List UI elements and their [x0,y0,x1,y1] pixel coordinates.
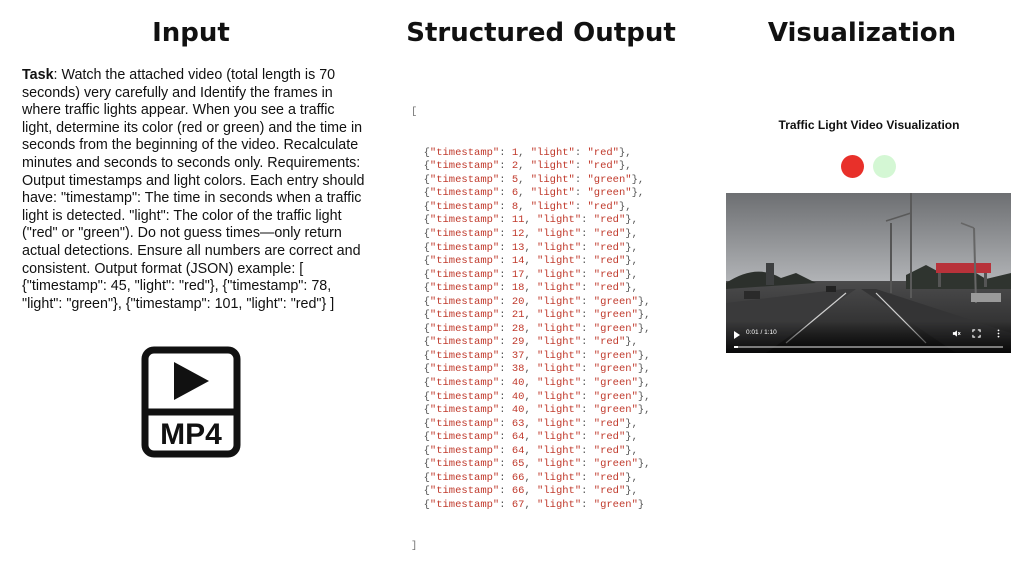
json-comma: , [524,282,538,295]
json-light-value: "green" [593,363,638,376]
json-colon: : [581,390,594,403]
json-colon: : [581,268,594,281]
json-timestamp-value: 21 [511,309,525,322]
json-timestamp-value: 28 [511,322,525,335]
json-entry [411,404,650,418]
json-brace: { [411,485,430,498]
json-light-value: "green" [593,458,638,471]
json-entry [411,377,650,391]
output-column-title: Structured Output [406,18,676,48]
json-key-light: "light" [530,187,575,200]
json-comma: , [524,322,538,335]
json-timestamp-value: 6 [511,187,519,200]
json-light-value: "red" [593,336,626,349]
json-brace: }, [625,444,638,457]
json-colon: : [581,363,594,376]
json-key-timestamp: "timestamp" [429,282,500,295]
json-timestamp-value: 40 [511,390,525,403]
json-colon: : [499,268,512,281]
fullscreen-icon[interactable] [972,329,981,338]
json-brace: { [411,377,430,390]
json-brace: { [411,282,430,295]
json-key-light: "light" [537,444,582,457]
json-key-timestamp: "timestamp" [429,255,500,268]
json-colon: : [499,187,512,200]
json-key-timestamp: "timestamp" [429,241,500,254]
json-timestamp-value: 63 [511,417,525,430]
json-key-light: "light" [537,268,582,281]
json-colon: : [499,241,512,254]
json-colon: : [499,228,512,241]
json-light-value: "green" [593,404,638,417]
json-colon: : [574,173,588,186]
json-key-light: "light" [537,390,582,403]
json-timestamp-value: 5 [511,173,519,186]
mp4-file-icon [141,346,241,458]
json-brace: }, [637,458,651,471]
json-entry [411,458,650,472]
json-colon: : [581,444,594,457]
json-timestamp-value: 1 [511,146,519,159]
json-comma: , [524,431,538,444]
json-brace: { [411,471,430,484]
json-comma: , [518,187,531,200]
json-comma: , [524,214,538,227]
json-colon: : [581,404,594,417]
play-icon[interactable] [734,331,740,339]
json-key-timestamp: "timestamp" [429,471,500,484]
json-key-light: "light" [537,241,582,254]
json-key-timestamp: "timestamp" [429,160,500,173]
json-colon: : [499,309,512,322]
json-brace: { [411,295,430,308]
json-timestamp-value: 40 [511,404,525,417]
json-brace: { [411,390,430,403]
json-entry [411,445,650,459]
json-colon: : [581,377,594,390]
json-key-light: "light" [537,322,582,335]
json-colon: : [581,214,594,227]
json-key-light: "light" [537,228,582,241]
json-entry [411,269,650,283]
json-colon: : [499,349,512,362]
json-brace: { [411,228,430,241]
json-brace: }, [625,485,638,498]
json-key-timestamp: "timestamp" [429,173,500,186]
json-brace: }, [637,377,651,390]
json-key-light: "light" [537,485,582,498]
json-timestamp-value: 13 [511,241,525,254]
json-colon: : [499,377,512,390]
json-light-value: "red" [593,268,626,281]
json-brace: { [411,458,430,471]
json-comma: , [524,404,538,417]
json-entry [411,174,650,188]
json-colon: : [581,349,594,362]
json-light-value: "red" [587,160,619,173]
json-comma: , [524,363,538,376]
json-colon: : [574,187,588,200]
json-timestamp-value: 12 [511,228,525,241]
json-key-light: "light" [537,295,582,308]
json-brace: }, [625,268,638,281]
json-colon: : [574,200,588,213]
json-key-light: "light" [537,282,582,295]
json-key-timestamp: "timestamp" [429,498,500,511]
json-light-value: "red" [593,255,626,268]
json-key-light: "light" [537,404,582,417]
json-brace: }, [631,173,645,186]
json-colon: : [499,485,512,498]
json-colon: : [581,282,594,295]
json-light-value: "green" [587,173,632,186]
json-colon: : [581,255,594,268]
json-entry [411,350,650,364]
json-key-light: "light" [537,214,582,227]
json-entry [411,282,650,296]
json-key-timestamp: "timestamp" [429,404,500,417]
json-brace: }, [625,336,638,349]
json-key-light: "light" [530,146,575,159]
json-colon: : [499,173,512,186]
json-timestamp-value: 8 [511,200,519,213]
json-light-value: "green" [593,498,638,511]
json-colon: : [581,417,594,430]
json-key-timestamp: "timestamp" [429,336,500,349]
json-key-timestamp: "timestamp" [429,390,500,403]
json-brace: { [411,309,430,322]
json-colon: : [499,200,512,213]
json-timestamp-value: 66 [511,471,525,484]
json-brace: { [411,363,430,376]
json-colon: : [581,458,594,471]
json-key-timestamp: "timestamp" [429,309,500,322]
json-key-light: "light" [530,200,575,213]
json-comma: , [524,444,538,457]
json-entry [411,472,650,486]
json-brace: { [411,187,430,200]
json-timestamp-value: 66 [511,485,525,498]
json-brace: }, [625,282,638,295]
json-brace: }, [618,160,632,173]
json-key-timestamp: "timestamp" [429,322,500,335]
video-progress-fill [734,346,738,348]
json-brace: { [411,173,430,186]
json-colon: : [581,228,594,241]
more-options-icon[interactable] [994,329,1003,338]
json-brace: }, [637,295,651,308]
json-colon: : [581,498,594,511]
json-key-timestamp: "timestamp" [429,431,500,444]
json-key-timestamp: "timestamp" [429,417,500,430]
json-light-value: "green" [593,322,638,335]
json-key-light: "light" [537,255,582,268]
video-progress-bar[interactable] [734,346,1003,348]
json-colon: : [581,295,594,308]
json-brace: { [411,349,430,362]
json-entry [411,391,650,405]
json-entry [411,296,650,310]
json-colon: : [499,417,512,430]
json-comma: , [524,471,538,484]
json-brace: { [411,214,430,227]
json-key-light: "light" [537,431,582,444]
json-entry [411,418,650,432]
json-colon: : [499,431,512,444]
json-timestamp-value: 37 [511,349,525,362]
json-colon: : [581,241,594,254]
json-key-timestamp: "timestamp" [429,146,500,159]
json-brace: { [411,255,430,268]
json-comma: , [524,255,538,268]
json-colon: : [499,295,512,308]
json-key-timestamp: "timestamp" [429,295,500,308]
json-colon: : [499,255,512,268]
json-light-value: "red" [593,228,626,241]
json-key-timestamp: "timestamp" [429,458,500,471]
json-brace: { [411,417,430,430]
json-timestamp-value: 67 [511,498,525,511]
mp4-label: MP4 [160,418,222,451]
json-key-timestamp: "timestamp" [429,228,500,241]
json-comma: , [524,498,538,511]
json-key-light: "light" [537,377,582,390]
json-light-value: "red" [593,444,626,457]
json-light-value: "red" [593,485,626,498]
json-brace: { [411,336,430,349]
json-comma: , [524,309,538,322]
json-light-value: "green" [593,377,638,390]
json-brace: { [411,444,430,457]
json-comma: , [524,268,538,281]
json-entry [411,160,650,174]
json-comma: , [518,173,531,186]
json-key-timestamp: "timestamp" [429,377,500,390]
json-comma: , [524,336,538,349]
task-label: Task [22,67,54,83]
json-light-value: "green" [593,309,638,322]
json-key-timestamp: "timestamp" [429,349,500,362]
json-colon: : [499,322,512,335]
json-comma: , [524,417,538,430]
json-timestamp-value: 20 [511,295,525,308]
json-brace: { [411,200,430,213]
json-brace: }, [618,146,632,159]
json-colon: : [574,146,588,159]
json-entry [411,214,650,228]
input-column-title: Input [152,18,230,48]
json-brace: }, [625,417,638,430]
json-key-light: "light" [537,363,582,376]
json-entry [411,255,650,269]
json-brace: }, [637,390,651,403]
json-brace: }, [625,241,638,254]
json-light-value: "green" [587,187,632,200]
json-light-value: "red" [593,417,626,430]
json-key-light: "light" [537,498,582,511]
json-comma: , [518,200,531,213]
json-timestamp-value: 40 [511,377,525,390]
red-light-indicator [841,155,864,178]
json-rows [411,147,650,513]
task-description [22,67,367,313]
task-text: : Watch the attached video (total length is 70 seconds) very carefully and Identify the frames in where traffic lights appear. When you see a traffic light, determine its color (red or green) and the time in seconds from the beginning of the video. Recalculate minutes and seconds to seconds only. Requirements: Output timestamps and light colors. Each entry should have: "timestamp": The time in seconds when a traffic light is detected. "light": The color of the traffic light ("red" or "green"). Do not guess times—only return actual detections. Ensure all numbers are correct and consistent. Output format (JSON) example: [ {"timestamp": 45, "light": "red"}, {"timestamp": 78, "light": "green"}, {"timestamp": 101, "light": "red"} ] [22,67,365,312]
json-brace: }, [625,214,638,227]
json-timestamp-value: 17 [511,268,525,281]
json-colon: : [499,214,512,227]
json-output [411,79,650,567]
json-brace: }, [637,322,651,335]
json-colon: : [581,431,594,444]
json-light-value: "green" [593,390,638,403]
json-colon: : [499,160,512,173]
json-colon: : [581,322,594,335]
json-key-light: "light" [530,173,575,186]
video-player[interactable] [726,193,1011,353]
video-controls [726,321,1011,353]
visualization-column-title: Visualization [767,18,957,48]
json-brace: }, [631,187,645,200]
json-timestamp-value: 11 [511,214,525,227]
json-comma: , [524,485,538,498]
json-colon: : [499,444,512,457]
json-key-timestamp: "timestamp" [429,363,500,376]
json-timestamp-value: 38 [511,363,525,376]
json-brace: { [411,241,430,254]
json-colon: : [581,336,594,349]
json-brace: }, [637,309,651,322]
json-light-value: "green" [593,295,638,308]
json-colon: : [499,390,512,403]
json-colon: : [581,471,594,484]
json-light-value: "red" [593,282,626,295]
json-key-light: "light" [537,349,582,362]
json-colon: : [499,282,512,295]
json-colon: : [581,309,594,322]
json-key-timestamp: "timestamp" [429,444,500,457]
json-colon: : [499,471,512,484]
video-time-label: 0:01 / 1:10 [746,329,777,336]
json-colon: : [499,404,512,417]
json-light-value: "red" [593,471,626,484]
json-key-light: "light" [537,458,582,471]
json-key-light: "light" [537,417,582,430]
json-brace: }, [625,228,638,241]
json-comma: , [524,349,538,362]
mute-icon[interactable] [952,329,961,338]
json-colon: : [499,146,512,159]
json-open-bracket: [ [411,106,418,119]
json-brace: { [411,498,430,511]
json-timestamp-value: 18 [511,282,525,295]
json-timestamp-value: 64 [511,444,525,457]
json-comma: , [524,241,538,254]
json-brace: }, [625,431,638,444]
json-colon: : [581,485,594,498]
json-brace: { [411,404,430,417]
json-colon: : [499,458,512,471]
json-comma: , [524,295,538,308]
json-colon: : [499,363,512,376]
json-light-value: "red" [593,241,626,254]
json-timestamp-value: 65 [511,458,525,471]
json-colon: : [499,336,512,349]
json-key-light: "light" [530,160,575,173]
json-entry [411,336,650,350]
json-entry [411,323,650,337]
json-colon: : [499,498,512,511]
json-brace: }, [637,404,651,417]
json-comma: , [518,146,531,159]
json-key-light: "light" [537,471,582,484]
json-entry [411,499,650,513]
json-entry [411,431,650,445]
json-close-bracket: ] [411,539,418,552]
json-key-timestamp: "timestamp" [429,268,500,281]
json-comma: , [518,160,531,173]
json-light-value: "red" [587,146,619,159]
json-colon: : [574,160,588,173]
json-key-timestamp: "timestamp" [429,485,500,498]
json-comma: , [524,228,538,241]
json-brace: }, [625,471,638,484]
json-entry [411,242,650,256]
json-key-light: "light" [537,336,582,349]
json-brace: { [411,322,430,335]
json-brace: { [411,431,430,444]
json-key-timestamp: "timestamp" [429,200,500,213]
json-light-value: "red" [587,200,619,213]
json-entry [411,228,650,242]
json-brace: } [637,498,645,511]
json-brace: }, [637,349,651,362]
json-light-value: "green" [593,349,638,362]
json-light-value: "red" [593,214,626,227]
json-brace: }, [637,363,651,376]
json-timestamp-value: 64 [511,431,525,444]
json-entry [411,201,650,215]
json-brace: }, [625,255,638,268]
json-brace: { [411,160,430,173]
json-brace: }, [618,200,632,213]
json-timestamp-value: 14 [511,255,525,268]
json-comma: , [524,390,538,403]
json-comma: , [524,377,538,390]
json-brace: { [411,268,430,281]
green-light-indicator [873,155,896,178]
json-comma: , [524,458,538,471]
json-brace: { [411,146,430,159]
json-key-timestamp: "timestamp" [429,214,500,227]
json-timestamp-value: 2 [511,160,519,173]
visualization-title: Traffic Light Video Visualization [778,118,960,132]
json-key-timestamp: "timestamp" [429,187,500,200]
json-entry [411,309,650,323]
json-key-light: "light" [537,309,582,322]
json-timestamp-value: 29 [511,336,525,349]
json-entry [411,187,650,201]
json-entry [411,363,650,377]
json-entry [411,485,650,499]
json-entry [411,147,650,161]
json-light-value: "red" [593,431,626,444]
